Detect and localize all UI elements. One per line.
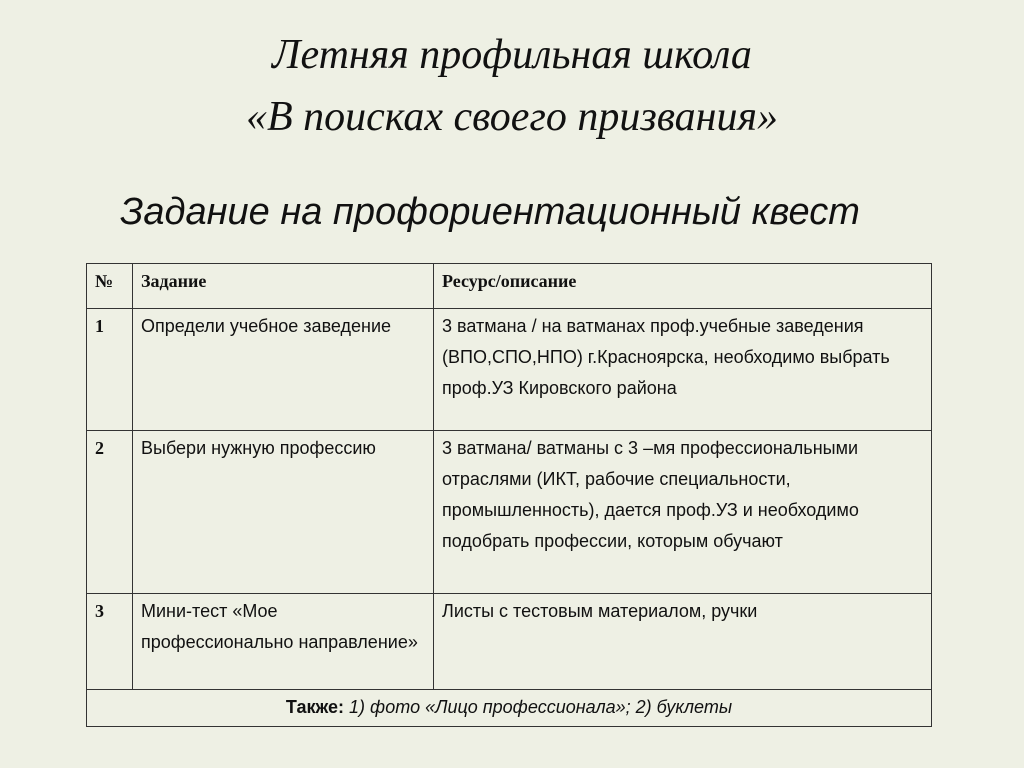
row-3-num: 3 [87, 594, 133, 690]
row-1-num: 1 [87, 309, 133, 431]
row-3-task: Мини-тест «Мое профессионально направление» [133, 594, 434, 690]
row-2-task: Выбери нужную профессию [133, 431, 434, 594]
page-title-line-2: «В поисках своего призвания» [245, 94, 779, 140]
header-resource: Ресурс/описание [434, 264, 932, 309]
row-2-resource: 3 ватмана/ ватманы с 3 –мя профессиональными отраслями (ИКТ, рабочие специальности, промышленность), дается проф.УЗ и необходимо подобрать профессии, которым обучают [434, 431, 932, 594]
footer-note [87, 690, 932, 727]
row-2-num: 2 [87, 431, 133, 594]
table-header-row [87, 264, 932, 309]
quest-task-table [86, 263, 932, 727]
footer-label: Также: [285, 697, 345, 717]
row-1-resource: 3 ватмана / на ватманах проф.учебные заведения (ВПО,СПО,НПО) г.Красноярска, необходимо выбрать проф.УЗ Кировского района [434, 309, 932, 431]
page-title-line-1: Летняя профильная школа [272, 32, 752, 78]
table-row [87, 431, 932, 594]
header-num: № [87, 264, 133, 309]
header-task: Задание [133, 264, 434, 309]
page-subtitle: Задание на профориентационный квест [120, 191, 860, 233]
footer-text: 1) фото «Лицо профессионала»; 2) буклеты [344, 697, 733, 717]
table-footer-row [87, 690, 932, 727]
table-row [87, 309, 932, 431]
table-row [87, 594, 932, 690]
row-1-task: Определи учебное заведение [133, 309, 434, 431]
row-3-resource: Листы с тестовым материалом, ручки [434, 594, 932, 690]
